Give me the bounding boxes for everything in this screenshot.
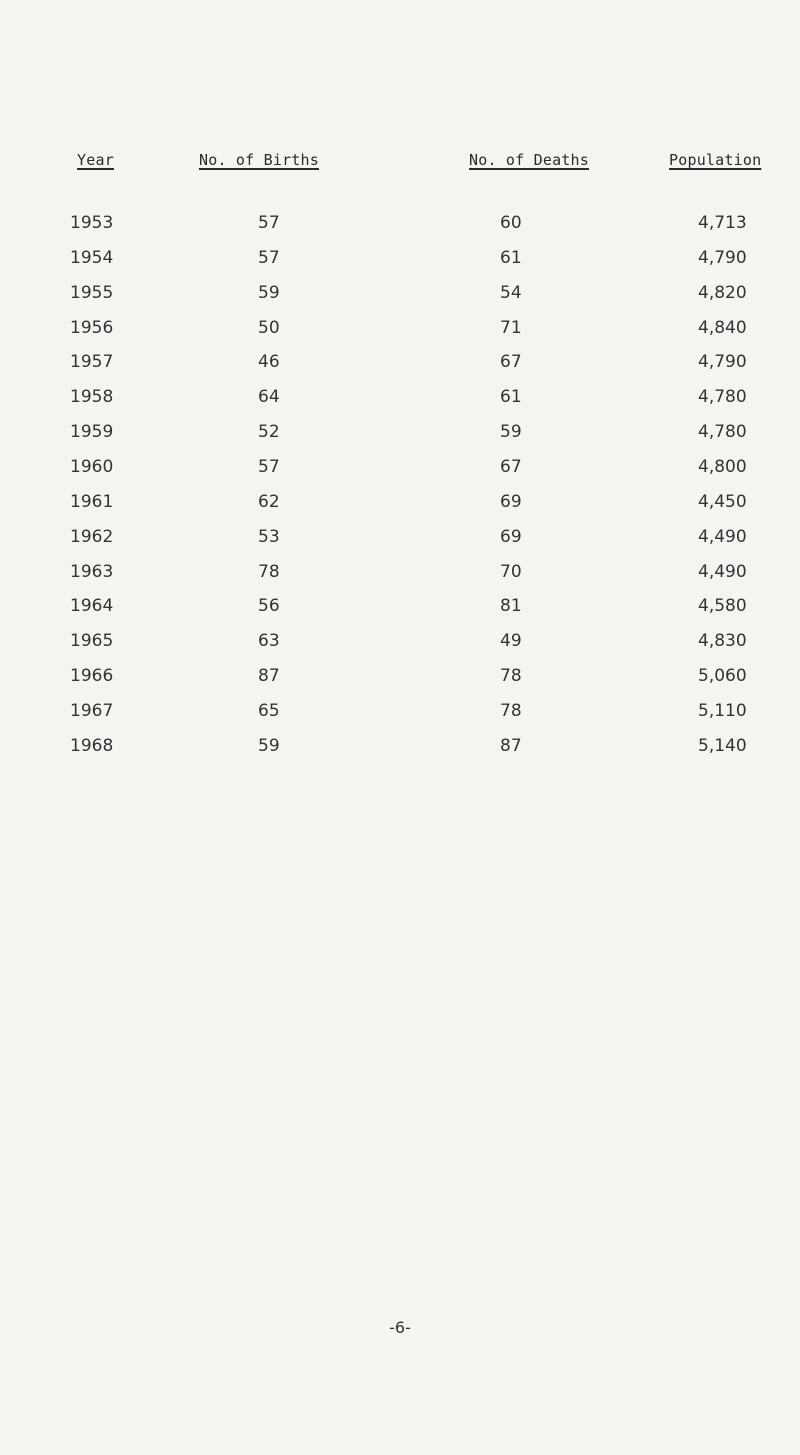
cell-population: 4,450 [698,491,747,512]
cell-year: 1967 [70,700,114,721]
cell-population: 4,790 [698,247,747,268]
cell-deaths: 69 [500,491,522,512]
cell-births: 50 [258,317,280,338]
table-row [0,666,800,696]
cell-population: 4,713 [698,213,747,233]
table-row [0,387,800,417]
cell-year: 1961 [70,491,114,512]
cell-births: 59 [258,282,280,303]
cell-year: 1966 [70,666,114,687]
table-row [0,213,800,243]
cell-year: 1960 [70,456,114,477]
cell-year: 1954 [70,247,114,268]
cell-births: 52 [258,422,280,443]
cell-births: 87 [258,666,280,687]
cell-population: 4,820 [698,282,747,303]
cell-deaths: 59 [500,422,522,443]
cell-year: 1968 [70,735,114,756]
cell-births: 65 [258,700,280,721]
table-row [0,492,800,522]
cell-deaths: 78 [500,666,522,687]
cell-year: 1957 [70,352,114,373]
header-population: Population [669,151,762,169]
cell-population: 5,110 [698,700,747,721]
cell-year: 1962 [70,526,114,547]
cell-deaths: 87 [500,735,522,756]
cell-births: 46 [258,352,280,373]
cell-year: 1956 [70,317,114,338]
cell-deaths: 81 [500,596,522,617]
cell-year: 1959 [70,422,114,443]
table-row [0,631,800,661]
cell-year: 1963 [70,561,114,582]
cell-deaths: 71 [500,317,522,338]
cell-deaths: 69 [500,526,522,547]
cell-births: 63 [258,631,280,652]
cell-population: 4,830 [698,631,747,652]
cell-population: 4,840 [698,317,747,338]
cell-deaths: 67 [500,456,522,477]
cell-births: 78 [258,561,280,582]
cell-population: 4,490 [698,526,747,547]
cell-deaths: 67 [500,352,522,373]
table-row [0,248,800,278]
cell-population: 4,790 [698,352,747,373]
table-row [0,701,800,731]
cell-population: 4,800 [698,456,747,477]
cell-population: 4,580 [698,596,747,617]
cell-population: 4,780 [698,422,747,443]
cell-year: 1953 [70,213,114,233]
cell-births: 62 [258,491,280,512]
cell-deaths: 70 [500,561,522,582]
cell-population: 5,140 [698,735,747,756]
cell-year: 1965 [70,631,114,652]
header-births: No. of Births [199,151,319,169]
cell-deaths: 78 [500,700,522,721]
cell-population: 4,490 [698,561,747,582]
cell-deaths: 61 [500,247,522,268]
header-year: Year [77,151,114,169]
cell-births: 56 [258,596,280,617]
table-row [0,596,800,626]
cell-births: 57 [258,213,280,233]
cell-births: 57 [258,456,280,477]
cell-year: 1964 [70,596,114,617]
cell-births: 57 [258,247,280,268]
cell-deaths: 61 [500,387,522,408]
table-row [0,318,800,348]
cell-population: 4,780 [698,387,747,408]
cell-births: 59 [258,735,280,756]
table-row [0,422,800,452]
table-row [0,736,800,766]
cell-year: 1958 [70,387,114,408]
cell-population: 5,060 [698,666,747,687]
table-row [0,457,800,487]
table-row [0,283,800,313]
cell-births: 53 [258,526,280,547]
cell-births: 64 [258,387,280,408]
cell-deaths: 60 [500,213,522,233]
cell-deaths: 54 [500,282,522,303]
table-row [0,562,800,592]
cell-deaths: 49 [500,631,522,652]
header-deaths: No. of Deaths [469,151,589,169]
table-row [0,352,800,382]
page-number: -6- [389,1318,411,1337]
cell-year: 1955 [70,282,114,303]
table-row [0,527,800,557]
